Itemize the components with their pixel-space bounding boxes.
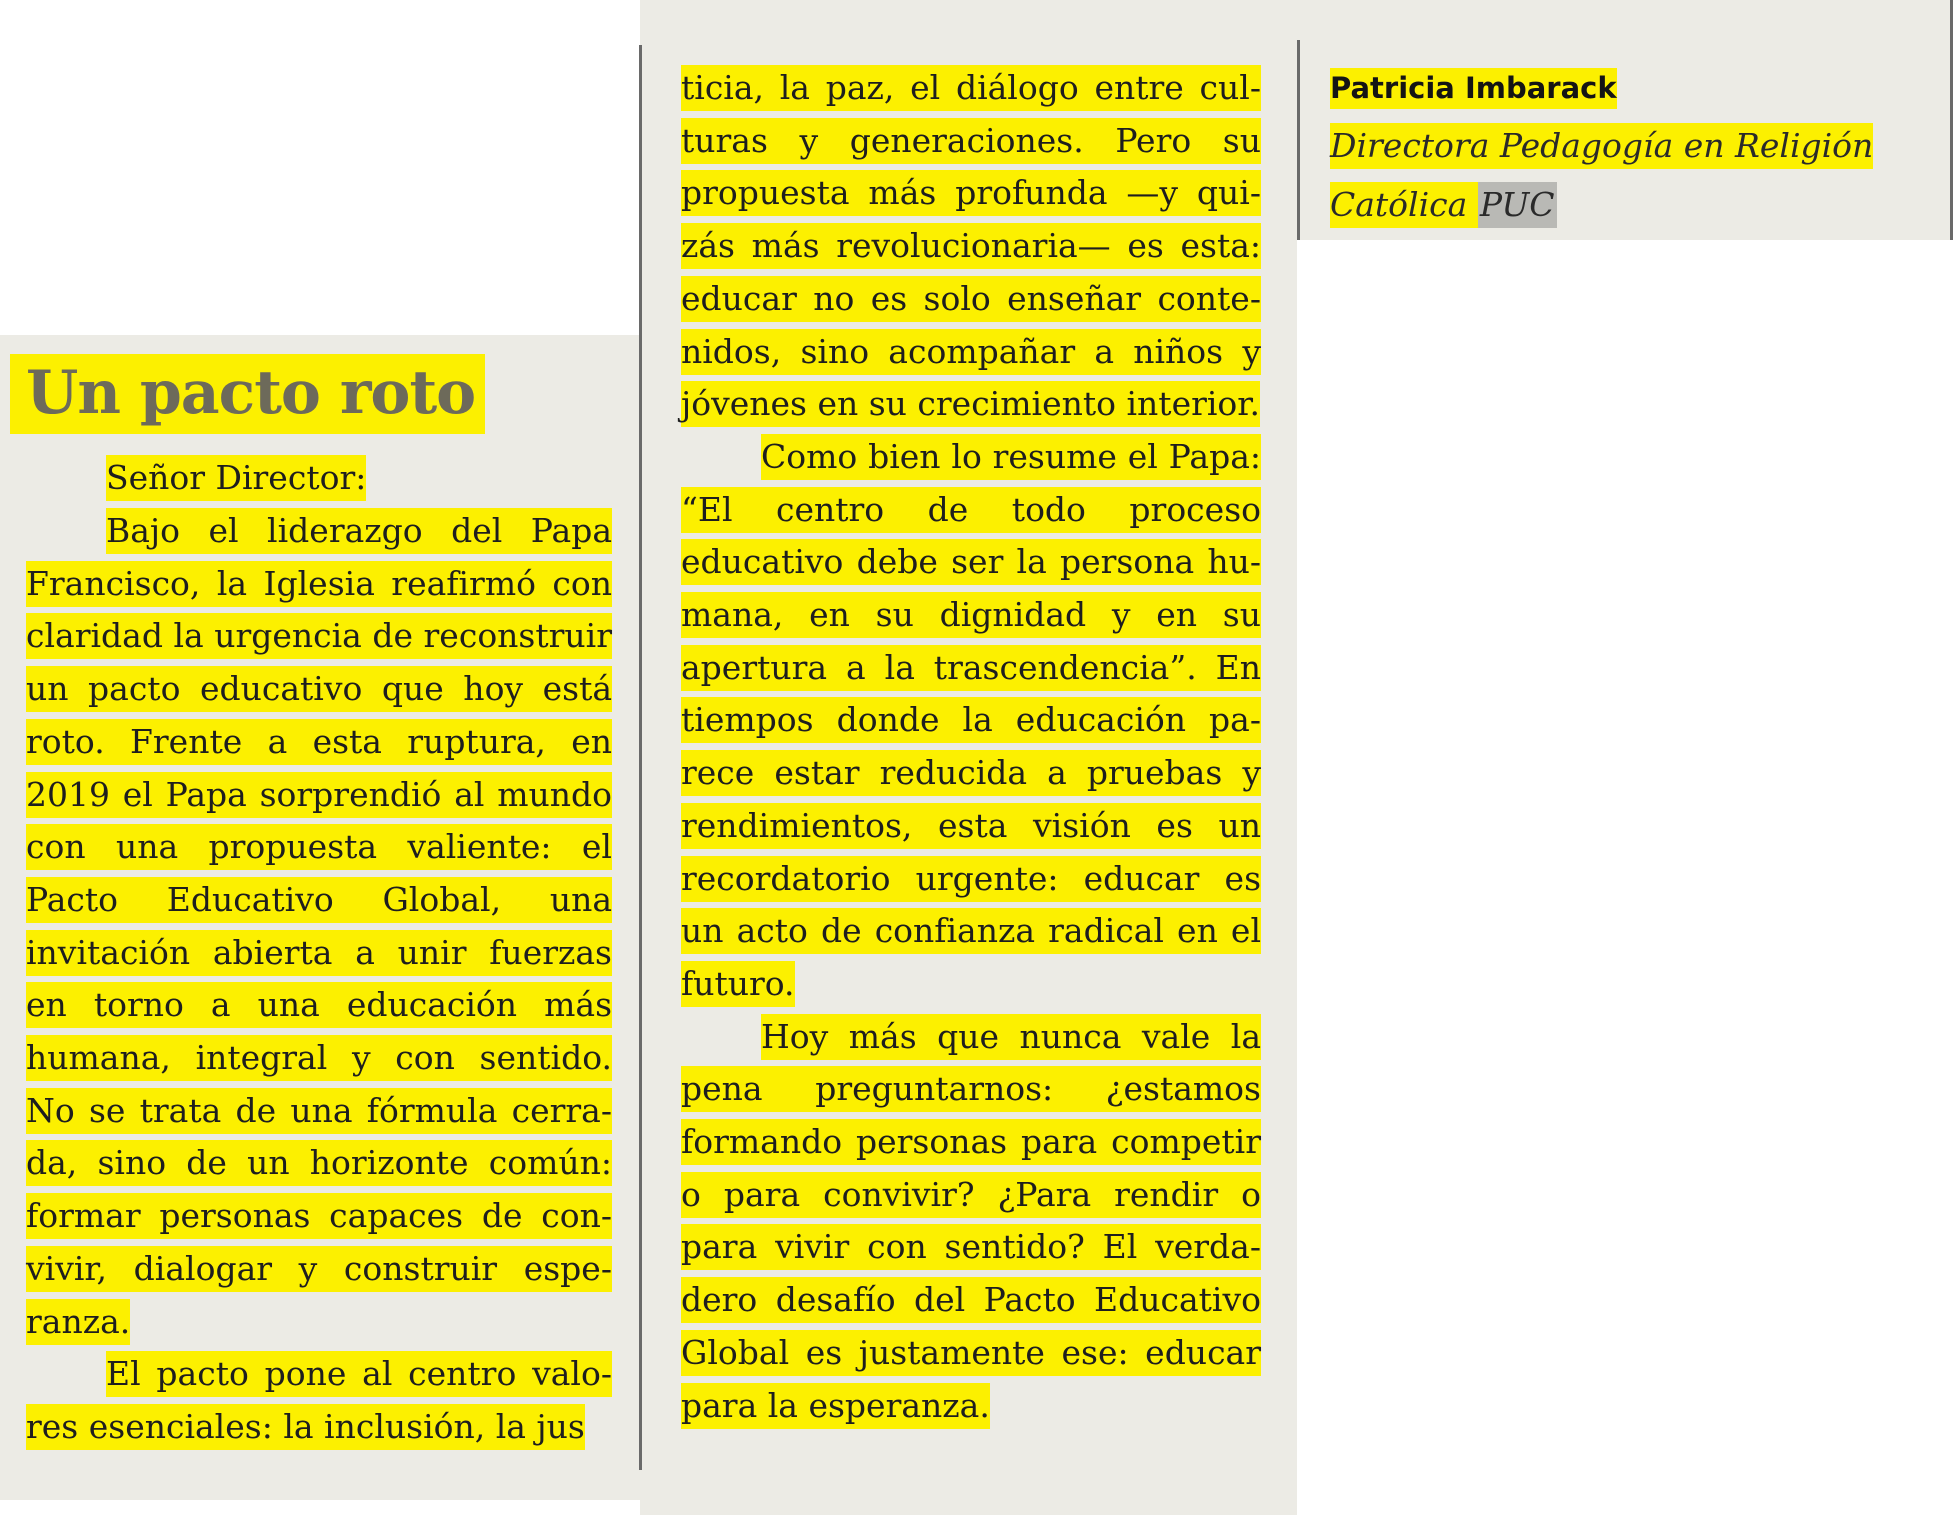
paragraph-text: El pacto pone al centro valores esenciales: la inclusión, la jus <box>26 1351 612 1450</box>
headline <box>10 357 485 429</box>
paragraph <box>681 431 1261 1011</box>
paragraph-text: ticia, la paz, el diálogo entre culturas y generaciones. Pero su propuesta más profunda —y quizás más revolucionaria— es esta: educar no es solo enseñar contenidos, sino acompañar a niños y jóvenes en su crecimiento interior. <box>681 65 1261 427</box>
author-name: Patricia Imbarack <box>1330 68 1617 109</box>
paragraph <box>681 1011 1261 1433</box>
signature-block <box>1330 62 1873 231</box>
paragraph-text: Como bien lo resume el Papa: “El centro de todo proceso educativo debe ser la persona humana, en su dignidad y en su apertura a la trascendencia”. En tiempos donde la educación parece estar reducida a pruebas y rendimientos, esta visión es un recordatorio urgente: educar es un acto de confianza radical en el futuro. <box>681 434 1261 1007</box>
article-column-1 <box>26 505 612 1454</box>
author-institution: Católica <box>1330 182 1467 228</box>
paragraph <box>26 1348 612 1453</box>
salutation <box>106 452 366 504</box>
author-role: Directora Pedagogía en Religión <box>1330 123 1873 169</box>
headline-text: Un pacto roto <box>10 354 485 434</box>
article-column-2 <box>681 62 1261 1432</box>
panel-edge <box>1950 0 1953 240</box>
column-divider <box>639 45 642 1470</box>
institution-acronym: PUC <box>1478 182 1557 228</box>
paragraph <box>681 62 1261 431</box>
column-divider <box>1297 40 1300 240</box>
paragraph-text: Bajo el liderazgo del Papa Francisco, la Iglesia reafirmó con claridad la urgencia de reconstruir un pacto educativo que hoy está roto. Frente a esta ruptura, en 2019 el Papa sorprendió al mundo con una propuesta valiente: el Pacto Educativo Global, una invitación abierta a unir fuerzas en torno a una educación más humana, integral y con sentido. No se trata de una fórmula cerrada, sino de un horizonte común: formar personas capaces de convivir, dialogar y construir esperanza. <box>26 508 612 1345</box>
salutation-text: Señor Director: <box>106 455 366 501</box>
paragraph-text: Hoy más que nunca vale la pena preguntarnos: ¿estamos formando personas para competir o para convivir? ¿Para rendir o para vivir con sentido? El verdadero desafío del Pacto Educativo Global es justamente ese: educar para la esperanza. <box>681 1014 1261 1429</box>
paragraph <box>26 505 612 1348</box>
